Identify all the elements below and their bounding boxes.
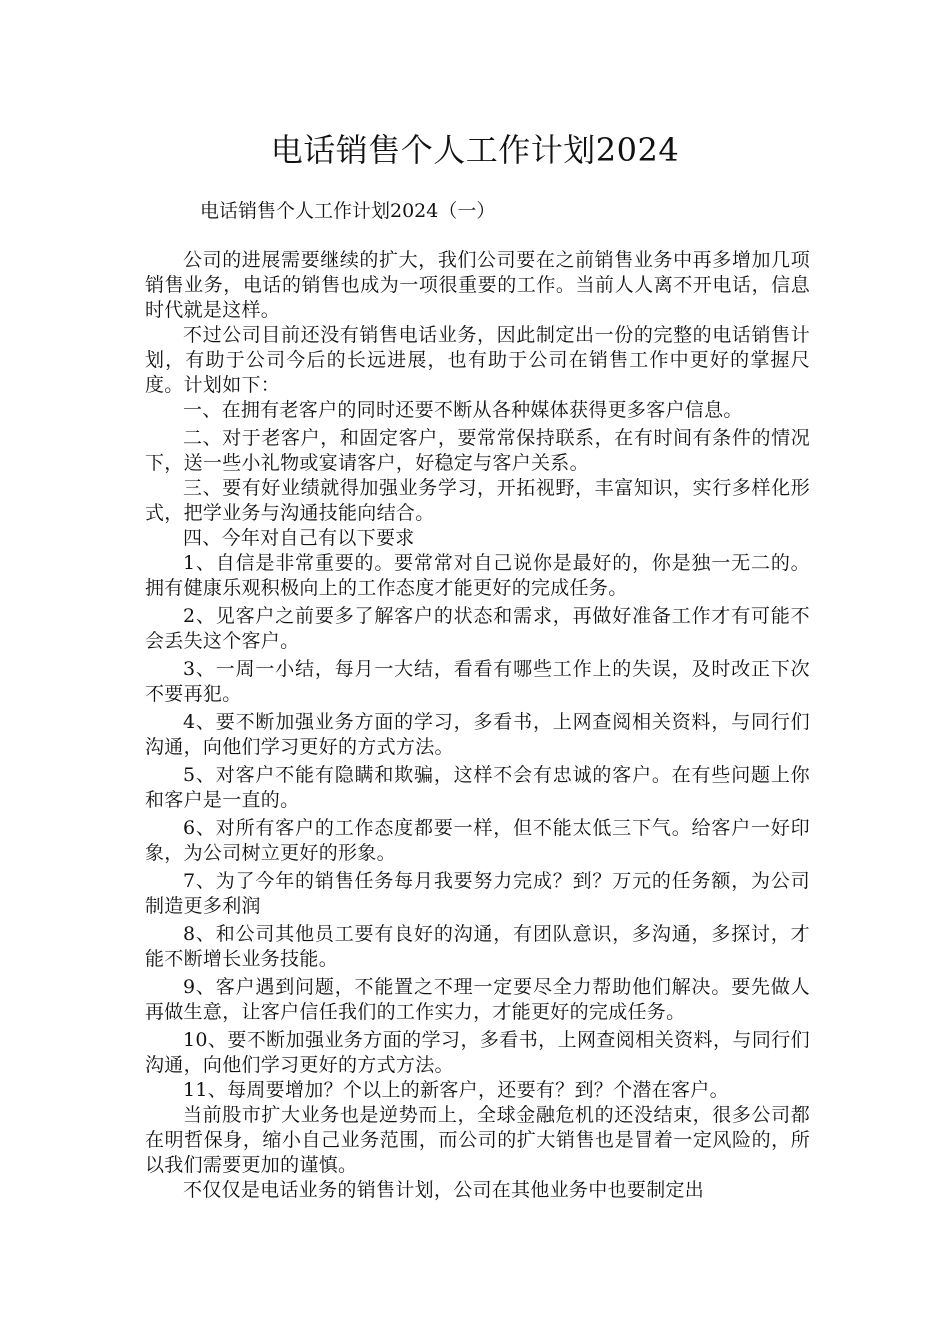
paragraph-item-2: 二、对于老客户，和固定客户，要常常保持联系，在有时间有条件的情况下，送一些小礼物或宴请客户，好稳定与客户关系。: [145, 427, 810, 474]
paragraph-req-7: 7、为了今年的销售任务每月我要努力完成？到？万元的任务额，为公司制造更多利润: [145, 870, 810, 917]
paragraph-req-2: 2、见客户之前要多了解客户的状态和需求，再做好准备工作才有可能不会丢失这个客户。: [145, 605, 810, 652]
paragraph-req-1: 1、自信是非常重要的。要常常对自己说你是最好的，你是独一无二的。拥有健康乐观积极向上的工作态度才能更好的完成任务。: [145, 552, 810, 599]
paragraph-plan-intro: 不过公司目前还没有销售电话业务，因此制定出一份的完整的电话销售计划，有助于公司今后的长远进展，也有助于公司在销售工作中更好的掌握尺度。计划如下：: [145, 324, 810, 396]
paragraph-req-8: 8、和公司其他员工要有良好的沟通，有团队意识，多沟通，多探讨，才能不断增长业务技能。: [145, 923, 810, 970]
document-title: 电话销售个人工作计划2024: [270, 131, 680, 169]
paragraph-req-3: 3、一周一小结，每月一大结，看看有哪些工作上的失误，及时改正下次不要再犯。: [145, 658, 810, 705]
paragraph-intro: 公司的进展需要继续的扩大，我们公司要在之前销售业务中再多增加几项销售业务，电话的销售也成为一项很重要的工作。当前人人离不开电话，信息时代就是这样。: [145, 249, 810, 321]
paragraph-closing: 不仅仅是电话业务的销售计划，公司在其他业务中也要制定出: [183, 1179, 705, 1201]
section-heading: 电话销售个人工作计划2024（一）: [200, 200, 496, 222]
paragraph-req-6: 6、对所有客户的工作态度都要一样，但不能太低三下气。给客户一好印象，为公司树立更好的形象。: [145, 817, 810, 864]
paragraph-item-4: 四、今年对自己有以下要求: [183, 527, 415, 549]
paragraph-item-1: 一、在拥有老客户的同时还要不断从各种媒体获得更多客户信息。: [183, 399, 743, 421]
paragraph-req-5: 5、对客户不能有隐瞒和欺骗，这样不会有忠诚的客户。在有些问题上你和客户是一直的。: [145, 764, 810, 811]
paragraph-req-4: 4、要不断加强业务方面的学习，多看书，上网查阅相关资料，与同行们沟通，向他们学习更好的方式方法。: [145, 711, 810, 758]
paragraph-item-3: 三、要有好业绩就得加强业务学习，开拓视野，丰富知识，实行多样化形式，把学业务与沟通技能向结合。: [145, 477, 810, 524]
paragraph-req-11: 11、每周要增加？个以上的新客户，还要有？到？个潜在客户。: [183, 1079, 729, 1101]
paragraph-market: 当前股市扩大业务也是逆势而上，全球金融危机的还没结束，很多公司都在明哲保身，缩小自己业务范围，而公司的扩大销售也是冒着一定风险的，所以我们需要更加的谨慎。: [145, 1104, 810, 1176]
paragraph-req-9: 9、客户遇到问题，不能置之不理一定要尽全力帮助他们解决。要先做人再做生意，让客户信任我们的工作实力，才能更好的完成任务。: [145, 976, 810, 1023]
document-body: [145, 248, 810, 1203]
paragraph-req-10: 10、要不断加强业务方面的学习，多看书，上网查阅相关资料，与同行们沟通，向他们学习更好的方式方法。: [145, 1029, 810, 1076]
